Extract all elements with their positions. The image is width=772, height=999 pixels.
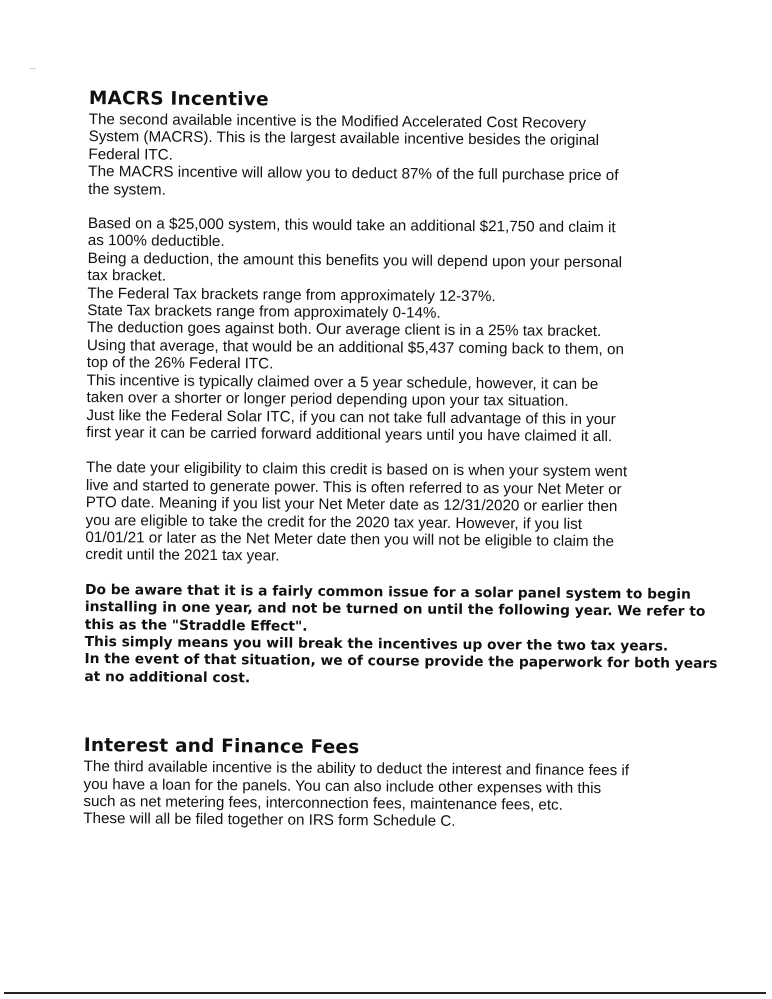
text-line: you are eligible to take the credit for the 2020 tax year. However, if you list bbox=[85, 511, 583, 533]
text-line: such as net metering fees, interconnection fees, maintenance fees, etc. bbox=[83, 792, 563, 814]
text-line: the system. bbox=[88, 180, 166, 199]
document-body bbox=[83, 87, 718, 833]
section-gap bbox=[84, 686, 696, 739]
text-line: first year it can be carried forward additional years until you have claimed it all. bbox=[86, 423, 613, 446]
text-line: The Federal Tax brackets range from approximately 12-37%. bbox=[87, 284, 496, 305]
text-line: The date your eligibility to claim this credit is based on is when your system went bbox=[85, 459, 628, 481]
macrs-eligibility-paragraph bbox=[85, 459, 698, 568]
text-line: live and started to generate power. This is often referred to as your Net Meter or bbox=[85, 476, 622, 498]
text-line: taken over a shorter or longer period depending upon your tax situation. bbox=[86, 389, 569, 410]
text-line: In the event of that situation, we of course provide the paperwork for both years bbox=[84, 651, 718, 673]
macrs-example-paragraph bbox=[86, 215, 700, 446]
text-line: This simply means you will break the incentives up over the two tax years. bbox=[84, 633, 669, 655]
text-line: this as the "Straddle Effect". bbox=[84, 616, 308, 635]
text-line: Federal ITC. bbox=[88, 145, 173, 164]
scan-speck bbox=[30, 68, 36, 69]
text-line: installing in one year, and not be turned on until the following year. We refer to bbox=[84, 599, 706, 621]
text-line: These will all be filed together on IRS form Schedule C. bbox=[83, 810, 456, 831]
straddle-effect-paragraph bbox=[84, 581, 718, 691]
text-line: Do be aware that it is a fairly common issue for a solar panel system to begin bbox=[84, 581, 691, 603]
text-line: at no additional cost. bbox=[84, 668, 251, 687]
text-line: The deduction goes against both. Our average client is in a 25% tax bracket. bbox=[87, 319, 602, 341]
heading-interest-finance-fees: Interest and Finance Fees bbox=[83, 735, 360, 759]
text-line: 01/01/21 or later as the Net Meter date then you will not be eligible to claim the bbox=[85, 528, 615, 551]
macrs-intro-paragraph bbox=[88, 111, 701, 203]
text-line: tax bracket. bbox=[87, 267, 167, 285]
text-line: The second available incentive is the Modified Accelerated Cost Recovery bbox=[88, 110, 587, 132]
text-line: you have a loan for the panels. You can also include other expenses with this bbox=[83, 775, 602, 797]
text-line: Just like the Federal Solar ITC, if you can not take full advantage of this in your bbox=[86, 406, 616, 428]
heading-macrs-incentive: MACRS Incentive bbox=[88, 87, 269, 111]
text-line: The third available incentive is the ability to deduct the interest and finance fees if bbox=[83, 758, 630, 780]
text-line: PTO date. Meaning if you list your Net Meter date as 12/31/2020 or earlier then bbox=[85, 494, 618, 516]
text-line: Based on a $25,000 system, this would take an additional $21,750 and claim it bbox=[87, 215, 616, 237]
text-line: This incentive is typically claimed over a 5 year schedule, however, it can be bbox=[86, 371, 599, 393]
text-line: as 100% deductible. bbox=[87, 232, 225, 251]
text-line: credit until the 2021 tax year. bbox=[85, 546, 280, 565]
text-line: Using that average, that would be an additional $5,437 coming back to them, on bbox=[86, 336, 625, 359]
text-line: State Tax brackets range from approximately 0-14%. bbox=[87, 302, 441, 322]
interest-paragraph bbox=[83, 758, 696, 832]
text-line: Being a deduction, the amount this benefits you will depend upon your personal bbox=[87, 249, 623, 272]
text-line: System (MACRS). This is the largest available incentive besides the original bbox=[88, 128, 600, 150]
text-line: top of the 26% Federal ITC. bbox=[86, 354, 274, 373]
scan-bottom-edge bbox=[4, 992, 766, 994]
text-line: The MACRS incentive will allow you to deduct 87% of the full purchase price of bbox=[88, 163, 619, 185]
